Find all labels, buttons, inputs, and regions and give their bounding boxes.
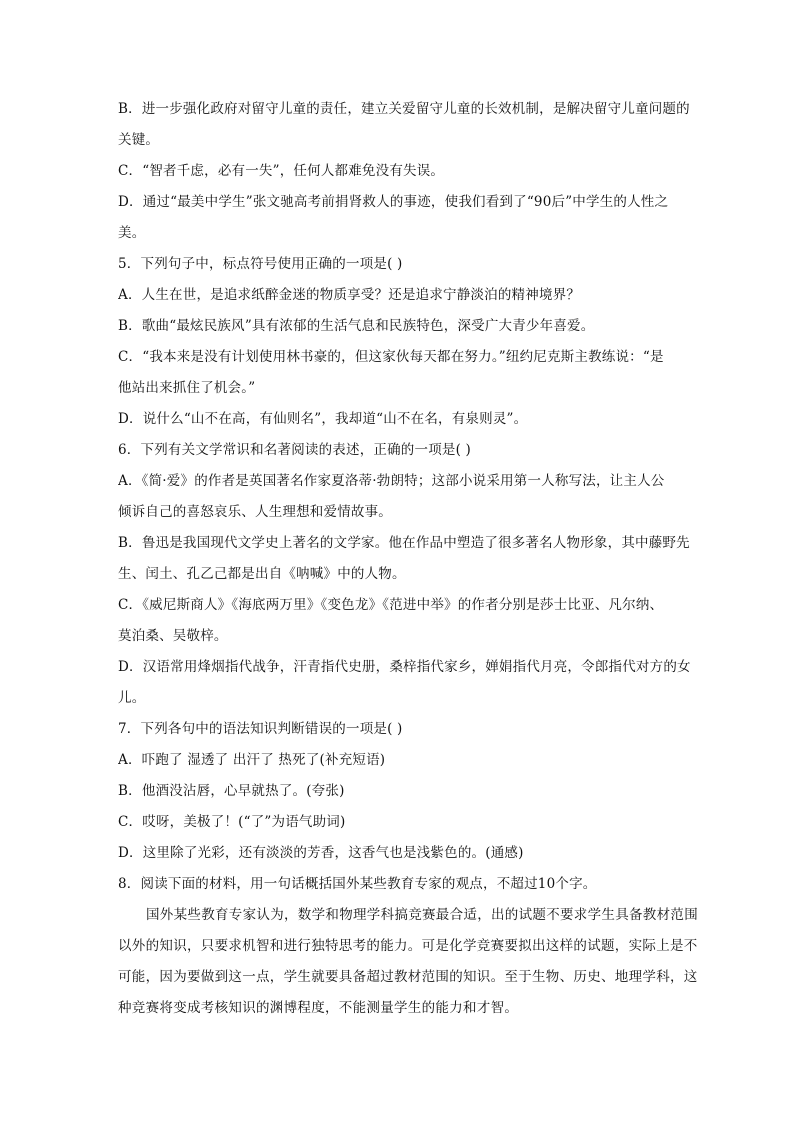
question-q4-d (118, 187, 712, 249)
text-line: B．鲁迅是我国现代文学史上著名的文学家。他在作品中塑造了很多著名人物形象，其中藤野先 (118, 535, 690, 551)
text-line: A．《简·爱》的作者是英国著名作家夏洛蒂·勃朗特；这部小说采用第一人称写法，让主人公 (118, 473, 665, 489)
question-q4-c (118, 156, 712, 187)
question-q7-d (118, 838, 712, 869)
text-line: A．人生在世，是追求纸醉金迷的物质享受？还是追求宁静淡泊的精神境界？ (118, 287, 581, 303)
question-q6 (118, 435, 712, 466)
text-line: C．“我本来是没有计划使用林书豪的，但这家伙每天都在努力。”纽约尼克斯主教练说：“是 (118, 349, 664, 365)
question-q5-c (118, 342, 712, 404)
text-line: C．《威尼斯商人》《海底两万里》《变色龙》《范进中举》的作者分别是莎士比亚、凡尔纳、 (118, 597, 664, 613)
question-q6-d (118, 652, 712, 714)
text-line: 8．阅读下面的材料，用一句话概括国外某些教育专家的观点，不超过10个字。 (118, 876, 597, 892)
text-line: 儿。 (118, 690, 146, 706)
question-q5-d (118, 404, 712, 435)
text-line: B．他酒没沾唇，心早就热了。(夸张) (118, 783, 345, 799)
passage-line: 可能，因为要做到这一点，学生就要具备超过教材范围的知识。至于生物、历史、地理学科，这 (118, 969, 698, 985)
text-line: D．说什么“山不在高，有仙则名”，我却道“山不在名，有泉则灵”。 (118, 411, 528, 427)
text-line: 美。 (118, 225, 146, 241)
question-q6-a (118, 466, 712, 528)
text-line: B．进一步强化政府对留守儿童的责任，建立关爱留守儿童的长效机制，是解决留守儿童问题的 (118, 101, 690, 117)
text-line: C．哎呀，美极了！(“了”为语气助词) (118, 814, 346, 830)
document-body (118, 94, 712, 1024)
passage-line: 以外的知识，只要求机智和进行独特思考的能力。可是化学竞赛要拟出这样的试题，实际上是不 (118, 938, 698, 954)
reading-passage (118, 900, 712, 1024)
question-q8 (118, 869, 712, 900)
passage-line: 种竞赛将变成考核知识的渊博程度，不能测量学生的能力和才智。 (118, 1000, 519, 1016)
text-line: 7．下列各句中的语法知识判断错误的一项是( ) (118, 721, 403, 737)
question-q5-b (118, 311, 712, 342)
text-line: D．汉语常用烽烟指代战争，汗青指代史册，桑梓指代家乡，婵娟指代月亮，令郎指代对方的女 (118, 659, 691, 675)
text-line: 他站出来抓住了机会。” (118, 380, 256, 396)
text-line: D．通过“最美中学生”张文驰高考前捐肾救人的事迹，使我们看到了“90后”中学生的人性之 (118, 194, 669, 210)
question-q6-c (118, 590, 712, 652)
question-q5-a (118, 280, 712, 311)
text-line: 倾诉自己的喜怒哀乐、人生理想和爱情故事。 (118, 504, 392, 520)
text-line: 莫泊桑、吴敬梓。 (118, 628, 228, 644)
question-q7 (118, 714, 712, 745)
question-q6-b (118, 528, 712, 590)
text-line: 生、闰土、孔乙己都是出自《呐喊》中的人物。 (118, 566, 406, 582)
text-line: C．“智者千虑，必有一失”，任何人都难免没有失误。 (118, 163, 445, 179)
text-line: A．吓跑了 湿透了 出汗了 热死了(补充短语) (118, 752, 386, 768)
text-line: 6．下列有关文学常识和名著阅读的表述，正确的一项是( ) (118, 442, 472, 458)
text-line: 关键。 (118, 132, 160, 148)
question-q7-b (118, 776, 712, 807)
question-q4-b (118, 94, 712, 156)
question-q7-a (118, 745, 712, 776)
question-q5 (118, 249, 712, 280)
text-line: 5．下列句子中，标点符号使用正确的一项是( ) (118, 256, 403, 272)
passage-line: 国外某些教育专家认为，数学和物理学科搞竞赛最合适，出的试题不要求学生具备教材范围 (146, 907, 698, 923)
text-line: D．这里除了光彩，还有淡淡的芳香，这香气也是浅紫色的。(通感) (118, 845, 524, 861)
text-line: B．歌曲“最炫民族风”具有浓郁的生活气息和民族特色，深受广大青少年喜爱。 (118, 318, 595, 334)
question-q7-c (118, 807, 712, 838)
